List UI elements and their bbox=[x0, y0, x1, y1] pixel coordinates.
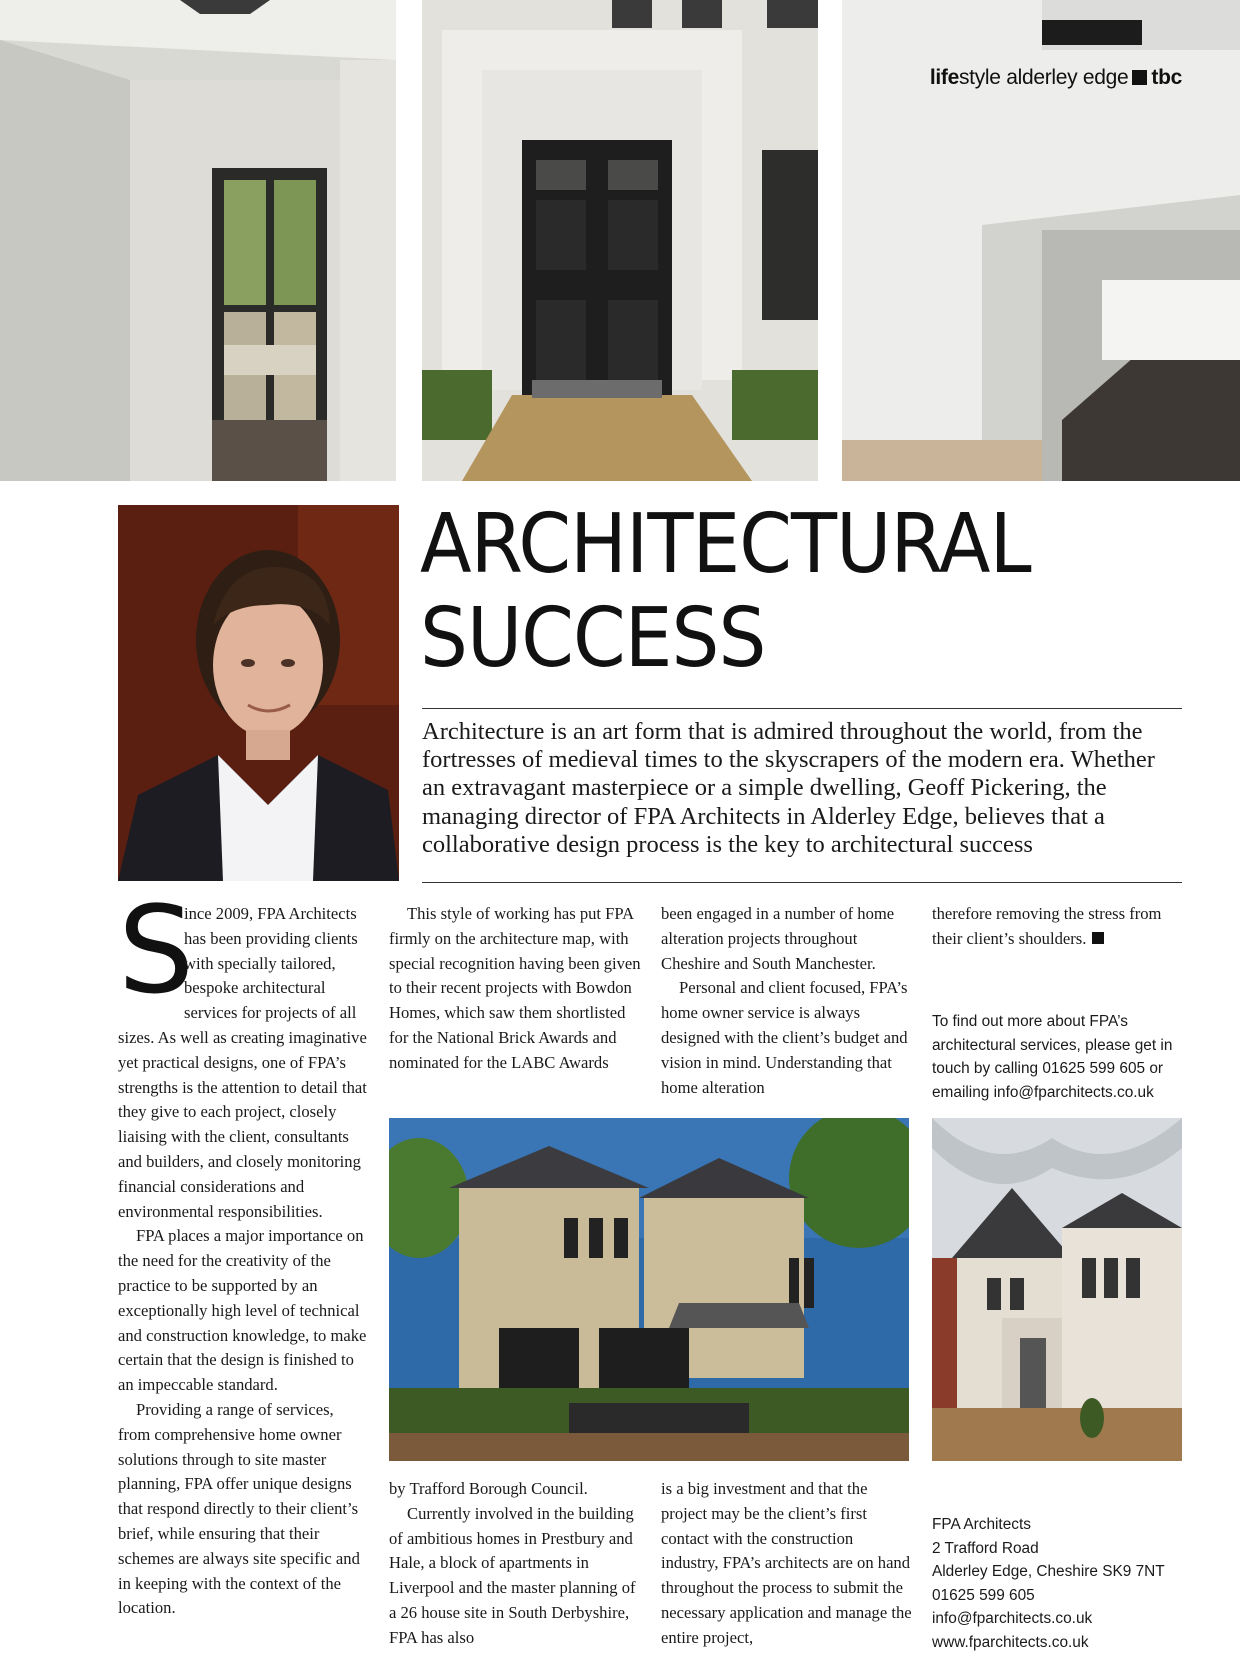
paragraph-text: ince 2009, FPA Architects has been providing clients with specially tailored, bespoke architectural services for projects of all sizes. As well as creating imaginative yet practical designs, one of FPA’s strengths is the attention to detail that they give to each project, closely liaising with the client, consultants and builders, and closely monitoring financial considerations and environmental responsibilities. bbox=[118, 904, 367, 1221]
paragraph: FPA places a major importance on the need for the creativity of the practice to be supported by an exceptionally high level of technical and construction knowledge, to make certain that the design is finished to an impeccable standard. bbox=[118, 1226, 367, 1395]
header-tag-suffix: tbc bbox=[1151, 66, 1182, 89]
section-header bbox=[900, 66, 1182, 90]
address-line: Alderley Edge, Cheshire SK9 7NT bbox=[932, 1563, 1165, 1580]
photo-interior-window bbox=[0, 0, 396, 481]
portrait-photo bbox=[118, 505, 399, 881]
address-line: FPA Architects bbox=[932, 1516, 1031, 1533]
paragraph: Providing a range of services, from comprehensive home owner solutions through to site master planning, FPA offer unique designs that respond directly to their client’s brief, while ensuring that their schemes are always site specific and in keeping with the context of the location. bbox=[118, 1399, 360, 1618]
drop-cap: S bbox=[118, 882, 195, 1021]
address-email[interactable]: info@fparchitects.co.uk bbox=[932, 1610, 1093, 1627]
address-block bbox=[932, 1513, 1202, 1654]
column-3-top bbox=[661, 902, 913, 1100]
paragraph bbox=[932, 902, 1184, 952]
address-website[interactable]: www.fparchitects.co.uk bbox=[932, 1633, 1089, 1651]
photo-brick-house bbox=[389, 1118, 909, 1461]
paragraph: by Trafford Borough Council. bbox=[389, 1479, 588, 1498]
column-2-top bbox=[389, 902, 641, 1076]
divider-top bbox=[422, 708, 1182, 709]
standfirst: Architecture is an art form that is admired throughout the world, from the fortresses of medieval times to the skyscrapers of the modern era. Whether an extravagant masterpiece or a simple dwelling, Geoff Pickering, the managing director of FPA Architects in Alderley Edge, believes that a collaborative design process is the key to architectural success bbox=[422, 718, 1155, 858]
address-line: 2 Trafford Road bbox=[932, 1539, 1039, 1557]
paragraph bbox=[118, 882, 368, 1224]
header-tag-bold: life bbox=[929, 66, 959, 89]
column-2-bottom bbox=[389, 1477, 641, 1651]
paragraph-text: therefore removing the stress from their client’s shoulders. bbox=[932, 904, 1162, 948]
title-line-1: ARCHITECTURAL bbox=[420, 497, 1031, 592]
column-4-top bbox=[932, 902, 1184, 952]
title-line-2: SUCCESS bbox=[420, 591, 766, 686]
column-3-bottom bbox=[661, 1477, 913, 1651]
photo-rendered-house bbox=[932, 1118, 1182, 1461]
paragraph: Currently involved in the building of ambitious homes in Prestbury and Hale, a block of apartments in Liverpool and the master planning of a 26 house site in South Derbyshire, FPA has also bbox=[389, 1503, 636, 1647]
divider-bottom bbox=[422, 882, 1182, 883]
column-1 bbox=[118, 882, 368, 1621]
paragraph: Personal and client focused, FPA’s home owner service is always designed with the client’s budget and vision in mind. Understanding that home alteration bbox=[661, 978, 908, 1097]
paragraph: been engaged in a number of home alteration projects throughout Cheshire and South Manchester. bbox=[661, 904, 895, 973]
end-mark-icon bbox=[1092, 932, 1104, 944]
photo-front-door bbox=[422, 0, 818, 481]
contact-note bbox=[932, 1010, 1192, 1104]
square-bullet-icon bbox=[1132, 70, 1147, 85]
paragraph: is a big investment and that the project may be the client’s first contact with the construction industry, FPA’s architects are on hand throughout the process to submit the necessary application and manage the entire project, bbox=[661, 1479, 912, 1647]
contact-note-text: To find out more about FPA’s architectural services, please get in touch by calling 01625 599 605 or emailing info@fparchitects.co.uk bbox=[932, 1013, 1173, 1101]
article-title bbox=[420, 498, 1200, 686]
address-phone: 01625 599 605 bbox=[932, 1586, 1035, 1604]
paragraph: This style of working has put FPA firmly on the architecture map, with special recognition having been given to their recent projects with Bowdon Homes, which saw them shortlisted for the National Brick Awards and nominated for the LABC Awards bbox=[389, 904, 641, 1072]
header-tag-text: style alderley edge bbox=[958, 66, 1129, 89]
